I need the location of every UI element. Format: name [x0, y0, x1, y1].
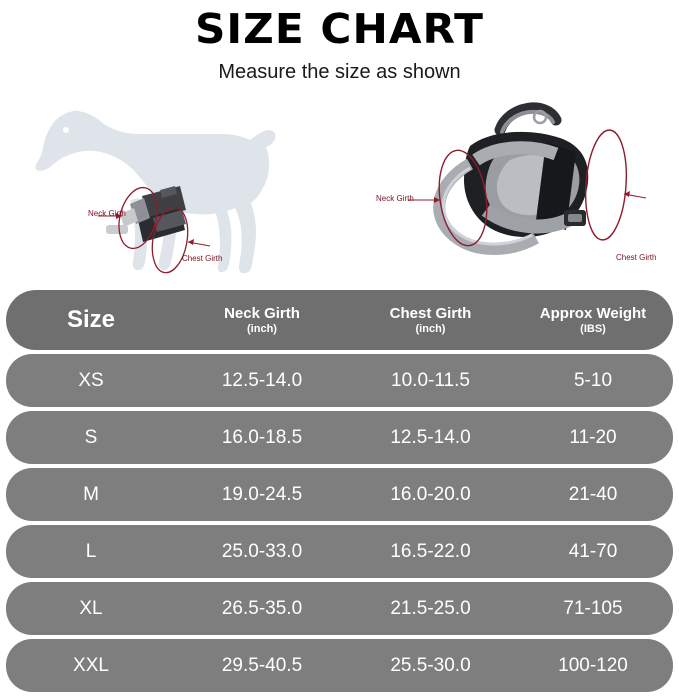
- cell-approx-weight: 100-120: [558, 654, 628, 676]
- cell-size: XXL: [73, 654, 109, 676]
- harness-chest-girth-label: Chest Girth: [616, 253, 657, 263]
- column-header-neck-girth: [176, 305, 348, 336]
- dog-chest-girth-label: Chest Girth: [182, 254, 223, 264]
- cell-approx-weight: 71-105: [563, 597, 623, 619]
- column-header-neck-girth-unit: (inch): [247, 322, 277, 335]
- cell-neck-girth: 25.0-33.0: [221, 540, 303, 562]
- table-row: [6, 411, 673, 464]
- column-header-chest-girth: [348, 305, 513, 336]
- cell-size: XL: [79, 597, 103, 619]
- cell-approx-weight: 5-10: [573, 369, 613, 391]
- page-subtitle: Measure the size as shown: [218, 61, 461, 84]
- table-row: [6, 582, 673, 635]
- illustration-band: [0, 90, 679, 285]
- chart-header: [0, 0, 679, 84]
- cell-approx-weight: 11-20: [569, 426, 617, 448]
- column-header-size: [6, 306, 176, 334]
- column-header-neck-girth-label: Neck Girth: [224, 304, 300, 322]
- cell-chest-girth: 16.5-22.0: [390, 540, 471, 562]
- table-row: [6, 525, 673, 578]
- size-table: [6, 290, 673, 696]
- cell-approx-weight: 21-40: [568, 483, 618, 505]
- table-row: [6, 468, 673, 521]
- table-header-row: [6, 290, 673, 350]
- page-title: SIZE CHART: [194, 5, 485, 53]
- cell-chest-girth: 25.5-30.0: [390, 654, 471, 676]
- harness-photo: [350, 90, 670, 285]
- cell-chest-girth: 12.5-14.0: [390, 426, 471, 448]
- dog-silhouette-icon: [10, 90, 340, 285]
- column-header-chest-girth-unit: (inch): [415, 322, 446, 335]
- column-header-approx-weight: [513, 305, 673, 336]
- column-header-chest-girth-label: Chest Girth: [389, 304, 472, 322]
- cell-chest-girth: 10.0-11.5: [391, 369, 470, 391]
- column-header-approx-weight-label: Approx Weight: [539, 304, 647, 322]
- table-row: [6, 354, 673, 407]
- column-header-approx-weight-unit: (IBS): [580, 322, 606, 335]
- cell-approx-weight: 41-70: [568, 540, 618, 562]
- cell-neck-girth: 19.0-24.5: [221, 483, 303, 505]
- table-row: [6, 639, 673, 692]
- cell-neck-girth: 29.5-40.5: [221, 654, 303, 676]
- cell-size: L: [85, 540, 97, 562]
- cell-neck-girth: 16.0-18.5: [221, 426, 303, 448]
- dog-neck-girth-label: Neck Girth: [88, 209, 126, 219]
- cell-chest-girth: 16.0-20.0: [390, 483, 471, 505]
- cell-chest-girth: 21.5-25.0: [390, 597, 471, 619]
- cell-size: S: [84, 426, 98, 448]
- cell-size: M: [83, 483, 99, 505]
- column-header-size-label: Size: [66, 306, 116, 334]
- cell-neck-girth: 26.5-35.0: [221, 597, 303, 619]
- harness-neck-girth-label: Neck Girth: [376, 194, 414, 204]
- cell-neck-girth: 12.5-14.0: [221, 369, 303, 391]
- cell-size: XS: [78, 369, 104, 391]
- dog-diagram: [10, 90, 340, 285]
